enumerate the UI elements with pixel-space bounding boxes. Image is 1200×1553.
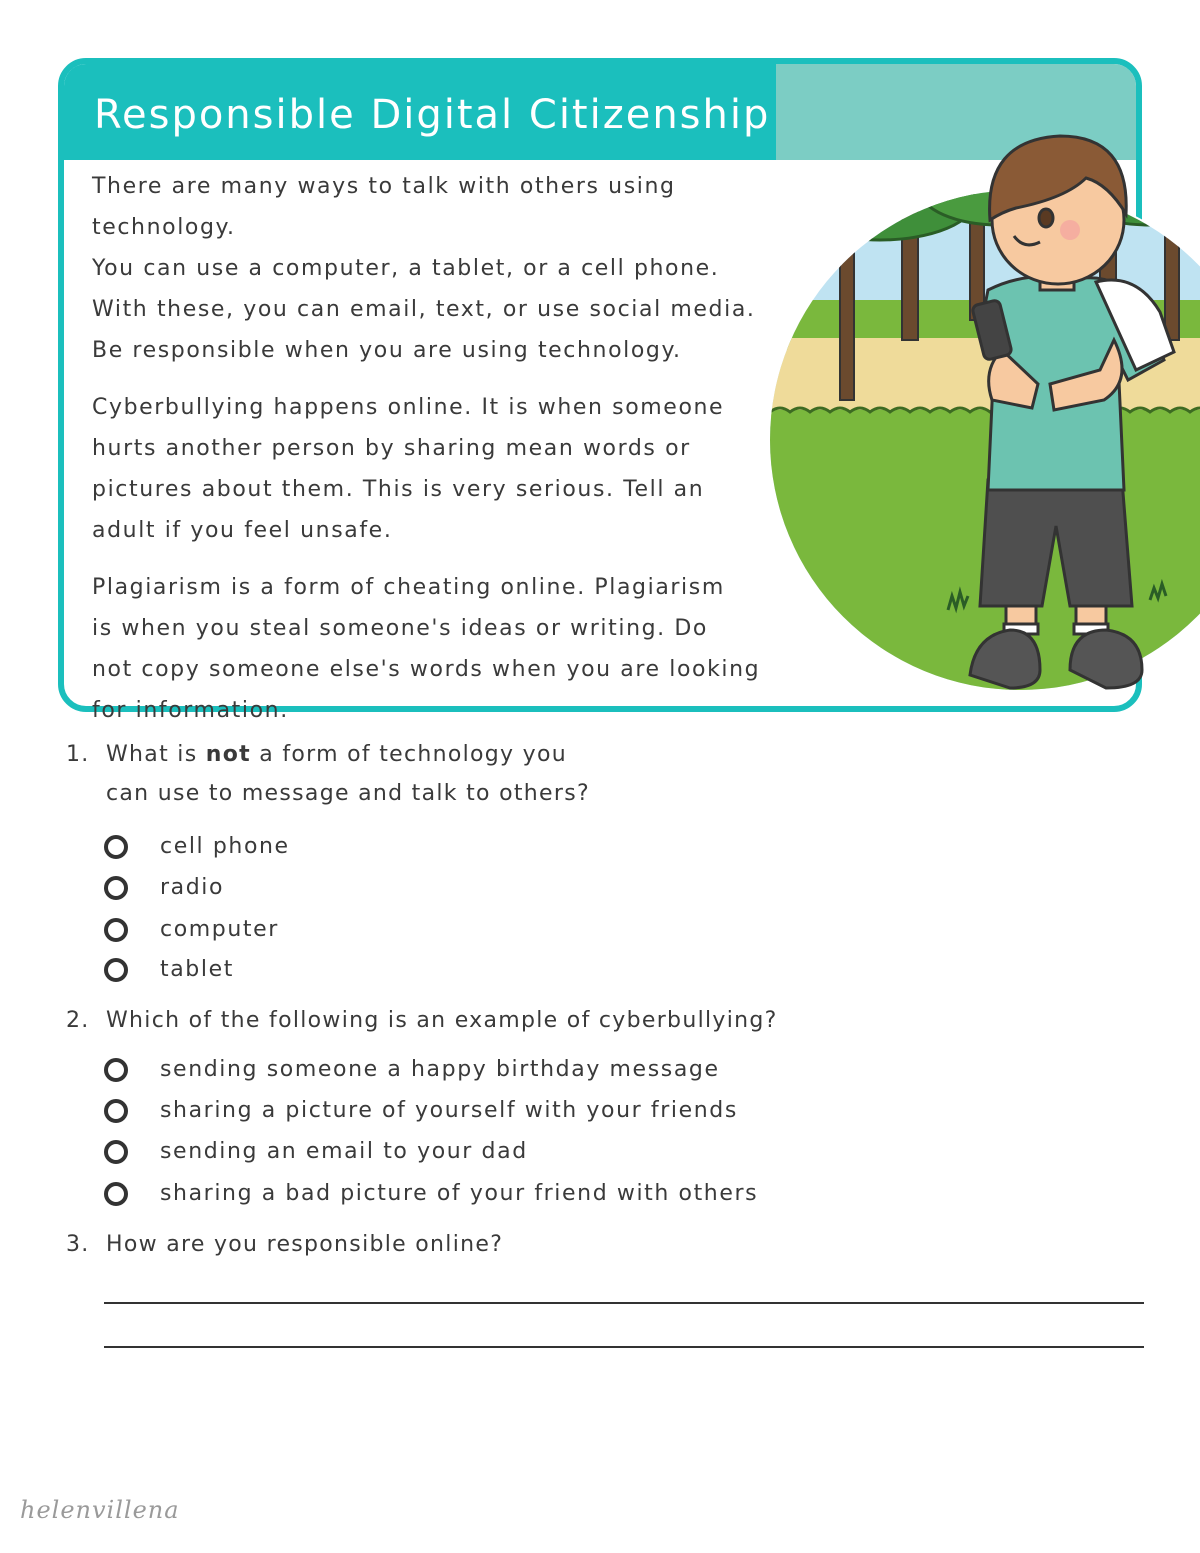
question-1 bbox=[66, 742, 590, 806]
question-text-line2: can use to message and talk to others? bbox=[106, 781, 590, 806]
title-bar bbox=[64, 64, 776, 160]
emphasis-word: not bbox=[205, 742, 251, 767]
answer-option[interactable]: tablet bbox=[104, 957, 234, 982]
radio-bubble-icon[interactable] bbox=[104, 1140, 128, 1164]
question-number: 2. bbox=[66, 1008, 90, 1033]
answer-line[interactable] bbox=[104, 1302, 1144, 1304]
answer-option[interactable]: sharing a picture of yourself with your friends bbox=[104, 1098, 738, 1123]
question-text: Which of the following is an example of cyberbullying? bbox=[106, 1008, 778, 1033]
radio-bubble-icon[interactable] bbox=[104, 918, 128, 942]
radio-bubble-icon[interactable] bbox=[104, 1182, 128, 1206]
radio-bubble-icon[interactable] bbox=[104, 876, 128, 900]
boy-with-phone-illustration bbox=[770, 130, 1200, 750]
question-2 bbox=[66, 1008, 778, 1033]
question-number: 3. bbox=[66, 1232, 90, 1257]
question-text: What is not a form of technology you bbox=[106, 742, 567, 767]
radio-bubble-icon[interactable] bbox=[104, 1058, 128, 1082]
answer-option[interactable]: computer bbox=[104, 917, 279, 942]
question-text: How are you responsible online? bbox=[106, 1232, 504, 1257]
paragraph-cyberbullying: Cyberbullying happens online. It is when someone hurts another person by sharing mean words or pictures about them. This is very serious. Tell an adult if you feel unsafe. bbox=[92, 395, 725, 543]
answer-option[interactable]: radio bbox=[104, 875, 224, 900]
answer-option[interactable]: sharing a bad picture of your friend with others bbox=[104, 1181, 758, 1206]
answer-line[interactable] bbox=[104, 1346, 1144, 1348]
radio-bubble-icon[interactable] bbox=[104, 1099, 128, 1123]
passage bbox=[92, 166, 812, 747]
radio-bubble-icon[interactable] bbox=[104, 958, 128, 982]
page-title: Responsible Digital Citizenship bbox=[94, 92, 771, 138]
paragraph-technology: There are many ways to talk with others using technology. You can use a computer, a tablet, or a cell phone. With these, you can email, text, or use social media. Be responsible when you are using technology. bbox=[92, 174, 756, 363]
answer-option[interactable]: sending someone a happy birthday message bbox=[104, 1057, 720, 1082]
question-number: 1. bbox=[66, 742, 90, 767]
question-3 bbox=[66, 1232, 503, 1257]
radio-bubble-icon[interactable] bbox=[104, 835, 128, 859]
paragraph-plagiarism: Plagiarism is a form of cheating online. Plagiarism is when you steal someone's ideas or writing. Do not copy someone else's words when you are looking for information. bbox=[92, 575, 761, 723]
answer-option[interactable]: cell phone bbox=[104, 834, 290, 859]
author-signature: helenvillena bbox=[20, 1496, 180, 1524]
answer-option[interactable]: sending an email to your dad bbox=[104, 1139, 528, 1164]
